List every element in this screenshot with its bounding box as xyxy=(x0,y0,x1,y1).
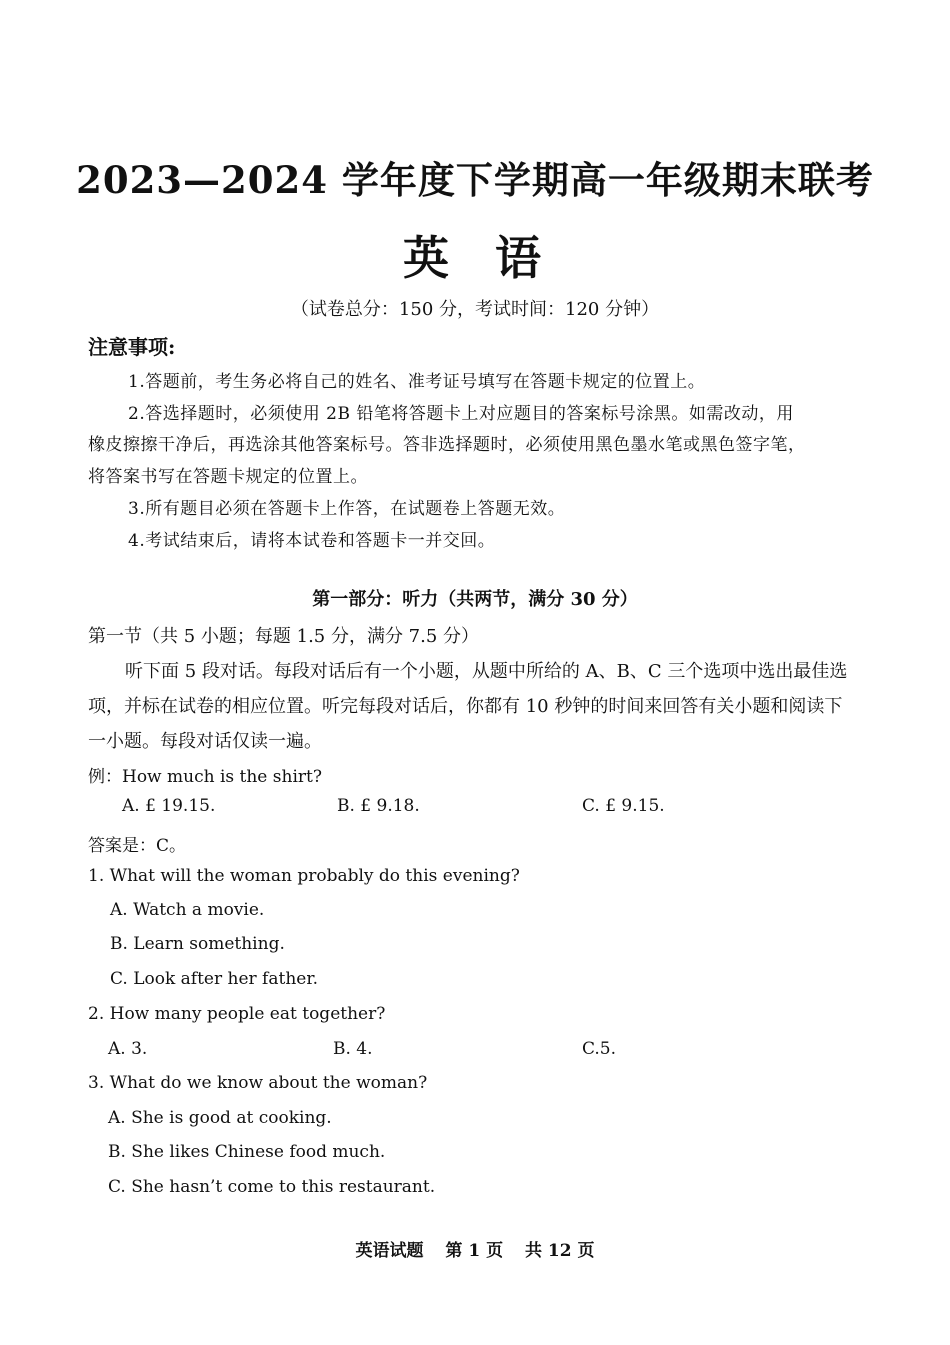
notice-line: 3.所有题目必须在答题卡上作答，在试题卷上答题无效。 xyxy=(128,499,566,519)
subject-title xyxy=(0,222,950,288)
question-stem: 3. What do we know about the woman? xyxy=(88,1073,428,1093)
question-option: C.5. xyxy=(582,1039,617,1059)
instruction-line: 听下面 5 段对话。每段对话后有一个小题，从题中所给的 A、B、C 三个选项中选出最佳选 xyxy=(125,661,848,682)
instruction-line: 一小题。每段对话仅读一遍。 xyxy=(88,731,322,752)
subject-char-2: 语 xyxy=(495,231,547,285)
part1-heading: 第一部分：听力（共两节，满分 30 分） xyxy=(312,589,638,610)
footer-page: 第 1 页 xyxy=(445,1241,504,1261)
notice-line: 1.答题前，考生务必将自己的姓名、准考证号填写在答题卡规定的位置上。 xyxy=(128,372,706,392)
notice-line: 橡皮擦擦干净后，再选涂其他答案标号。答非选择题时，必须使用黑色墨水笔或黑色签字笔， xyxy=(88,435,806,455)
notice-line: 将答案书写在答题卡规定的位置上。 xyxy=(88,467,368,487)
question-option: B. 4. xyxy=(333,1039,373,1059)
footer-subject: 英语试题 xyxy=(355,1241,424,1261)
question-stem: 1. What will the woman probably do this evening? xyxy=(88,866,520,886)
notice-line: 4.考试结束后，请将本试卷和答题卡一并交回。 xyxy=(128,531,496,551)
question-option: B. Learn something. xyxy=(110,934,285,954)
notice-heading: 注意事项: xyxy=(88,335,176,359)
page-footer xyxy=(0,1236,950,1261)
question-option: C. She hasn’t come to this restaurant. xyxy=(108,1177,436,1197)
question-option: B. She likes Chinese food much. xyxy=(108,1142,386,1162)
example-option-b: B. £ 9.18. xyxy=(337,796,420,816)
score-info: （试卷总分：150 分，考试时间：120 分钟） xyxy=(290,299,660,320)
question-option: A. 3. xyxy=(108,1039,148,1059)
question-option: A. Watch a movie. xyxy=(110,900,265,920)
instruction-line: 项，并标在试卷的相应位置。听完每段对话后，你都有 10 秒钟的时间来回答有关小题和阅读下 xyxy=(88,696,843,717)
example-answer: 答案是：C。 xyxy=(88,836,187,856)
question-stem: 2. How many people eat together? xyxy=(88,1004,386,1024)
footer-total: 共 12 页 xyxy=(525,1241,595,1261)
section1-heading: 第一节（共 5 小题；每题 1.5 分，满分 7.5 分） xyxy=(88,626,480,647)
example-question: 例：How much is the shirt? xyxy=(88,767,322,787)
question-option: A. She is good at cooking. xyxy=(108,1108,332,1128)
example-option-c: C. £ 9.15. xyxy=(582,796,665,816)
subject-char-1: 英 xyxy=(403,231,455,285)
example-option-a: A. £ 19.15. xyxy=(122,796,216,816)
exam-title: 2023—2024 学年度下学期高一年级期末联考 xyxy=(76,158,874,202)
question-option: C. Look after her father. xyxy=(110,969,318,989)
notice-line: 2.答选择题时，必须使用 2B 铅笔将答题卡上对应题目的答案标号涂黑。如需改动，用 xyxy=(128,404,794,424)
